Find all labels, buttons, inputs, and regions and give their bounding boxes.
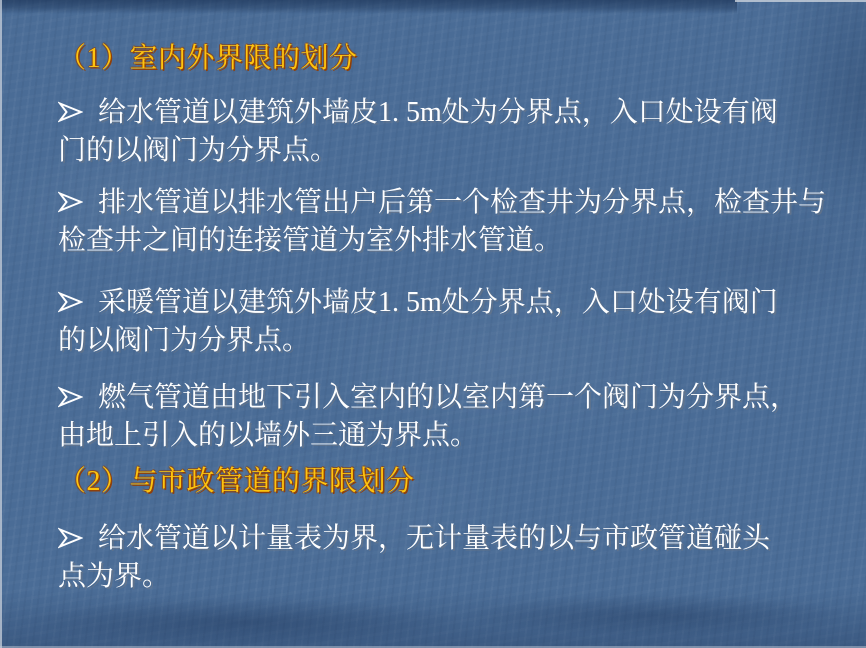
arrow-bullet-shape xyxy=(60,530,81,547)
section-heading-1: （1）室内外界限的划分 xyxy=(58,43,358,74)
arrow-bullet-shape xyxy=(60,104,81,121)
arrow-bullet-shape xyxy=(60,194,81,211)
bullet-line: 采暖管道以建筑外墙皮1. 5m处分界点，入口处设有阀门 xyxy=(98,287,778,318)
bullet-line: 给水管道以计量表为界，无计量表的以与市政管道碰头 xyxy=(98,523,771,554)
arrow-bullet-shape xyxy=(60,389,81,406)
arrow-bullet-icon xyxy=(58,386,83,408)
arrow-bullet-icon xyxy=(58,101,83,123)
arrow-bullet-icon xyxy=(58,291,83,313)
arrow-bullet-shape xyxy=(60,294,81,311)
bullet-item-2 xyxy=(58,184,858,260)
section-heading-2: （2）与市政管道的界限划分 xyxy=(58,466,415,497)
bullet-line: 的以阀门为分界点。 xyxy=(58,325,311,356)
bullet-line: 排水管道以排水管出户后第一个检查井为分界点，检查井与 xyxy=(98,187,827,218)
bullet-line: 燃气管道由地下引入室内的以室内第一个阀门为分界点， xyxy=(98,382,799,413)
bullet-line: 由地上引入的以墙外三通为界点。 xyxy=(58,420,479,451)
arrow-bullet-icon xyxy=(58,527,83,549)
bullet-line: 检查井之间的连接管道为室外排水管道。 xyxy=(58,225,563,256)
bullet-item-3 xyxy=(58,284,858,360)
bullet-item-4 xyxy=(58,379,858,455)
bullet-line: 点为界。 xyxy=(58,561,171,592)
bullet-item-5 xyxy=(58,520,858,596)
bullet-item-1 xyxy=(58,94,858,170)
arrow-bullet-icon xyxy=(58,191,83,213)
bullet-line: 门的以阀门为分界点。 xyxy=(58,135,339,166)
bullet-line: 给水管道以建筑外墙皮1. 5m处为分界点，入口处设有阀 xyxy=(98,97,778,128)
